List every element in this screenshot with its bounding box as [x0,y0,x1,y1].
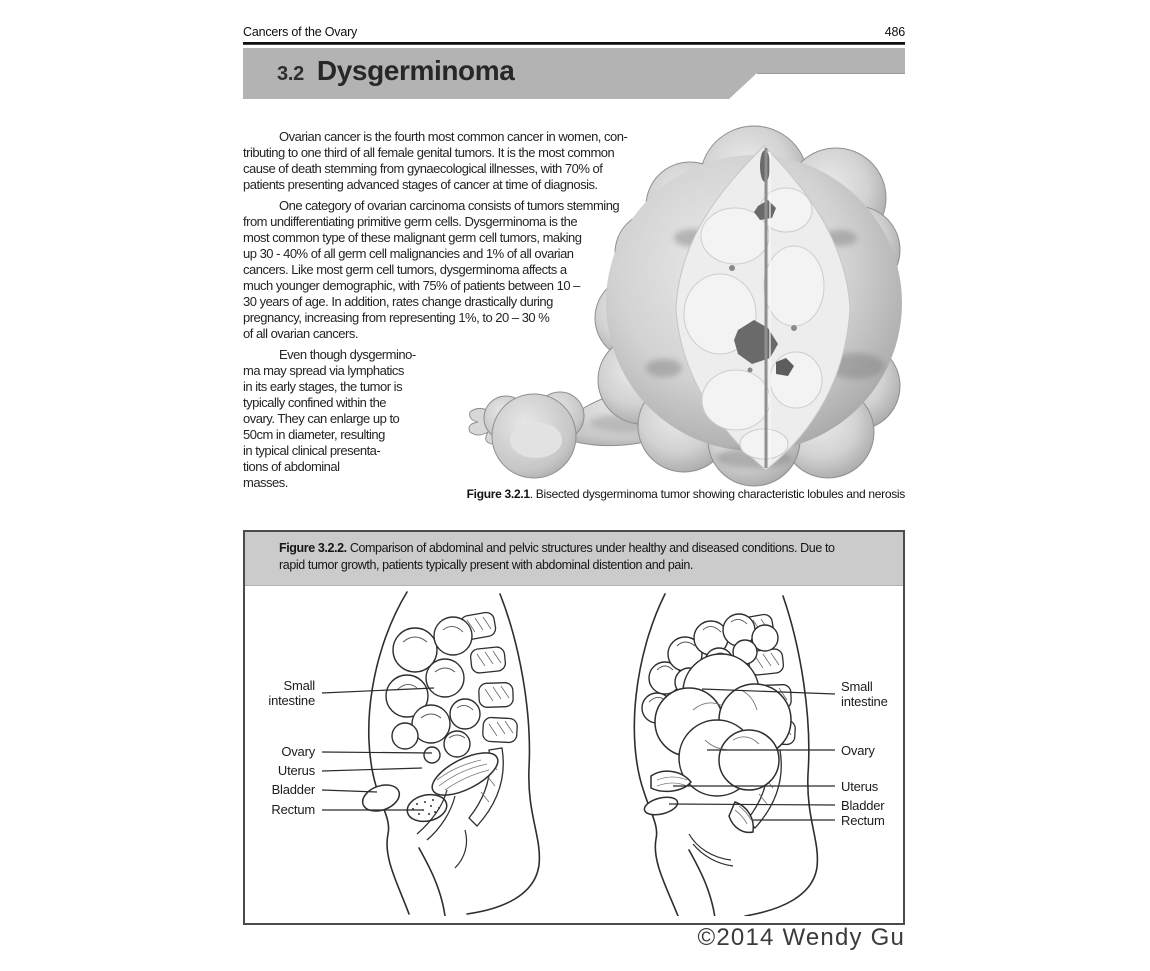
label-left-small-intestine: Small intestine [268,678,315,708]
page-number: 486 [884,25,905,39]
figure-2-label: Figure 3.2.2. [279,541,347,555]
text-line: from undifferentiating primitive germ cells. Dysgerminoma is the [243,214,578,229]
text-line: cause of death stemming from gynaecological illnesses, with 70% of [243,161,603,176]
section-title: Dysgerminoma [316,55,515,86]
rectum-shape [405,791,450,825]
text-line: of all ovarian cancers. [243,326,358,341]
paragraph-3 [243,347,627,491]
text-line: Ovarian cancer is the fourth most common cancer in women, con- [279,129,628,144]
figure-2-caption-line-1: Comparison of abdominal and pelvic structures under healthy and diseased conditions. Due to [346,541,835,555]
section-heading [277,55,514,87]
label-right-uterus: Uterus [841,779,879,794]
text-line: masses. [243,475,288,490]
body-text [243,129,627,496]
label-left-bladder: Bladder [271,782,315,797]
text-line: up 30 - 40% of all germ cell malignancies and 1% of all ovarian [243,246,574,261]
ovary-shape [424,747,440,763]
label-right-small-intestine: Small intestine [841,679,888,709]
label-right-rectum: Rectum [841,813,885,828]
label-right-bladder: Bladder [841,798,885,813]
section-number: 3.2 [277,63,304,85]
text-line: much younger demographic, with 75% of patients between 10 – [243,278,580,293]
text-line: tions of abdominal [243,459,340,474]
text-line: in typical clinical presenta- [243,443,381,458]
figure-2-caption-line-2: rapid tumor growth, patients typically present with abdominal distention and pain. [279,558,693,572]
header-rule [243,42,905,45]
paragraph-1 [243,129,627,193]
running-header [243,25,905,39]
label-left-uterus: Uterus [277,763,315,778]
label-left-ovary: Ovary [281,744,315,759]
text-line: 50cm in diameter, resulting [243,427,385,442]
paragraph-2 [243,198,627,342]
figure-1-caption-text: . Bisected dysgerminoma tumor showing characteristic lobules and nerosis [529,487,905,501]
copyright-text: ©2014 Wendy Gu [697,924,905,951]
text-line: One category of ovarian carcinoma consists of tumors stemming [279,198,620,213]
figure-1-caption [467,487,905,501]
figure-2-box [243,530,905,925]
figure-1-label: Figure 3.2.1 [466,487,530,501]
label-right-ovary: Ovary [841,743,875,758]
bladder-shape [643,794,680,818]
text-line: 30 years of age. In addition, rates change drastically during [243,294,553,309]
text-line: in its early stages, the tumor is [243,379,403,394]
pelvis-healthy-illustration [319,590,599,916]
text-line: most common type of these malignant germ cell tumors, making [243,230,582,245]
bladder-shape [359,780,403,816]
label-left-rectum: Rectum [271,802,315,817]
running-header-title: Cancers of the Ovary [243,25,358,39]
text-line: patients presenting advanced stages of cancer at time of diagnosis. [243,177,598,192]
figure-2-header [245,532,903,586]
text-line: tributing to one third of all female genital tumors. It is the most common [243,145,615,160]
text-line: ovary. They can enlarge up to [243,411,400,426]
text-line: cancers. Like most germ cell tumors, dysgerminoma affects a [243,262,567,277]
pelvis-diseased-illustration [593,590,873,916]
text-line: pregnancy, increasing from representing 1%, to 20 – 30 % [243,310,550,325]
text-line: Even though dysgermino- [279,347,416,362]
text-line: typically confined within the [243,395,387,410]
text-line: ma may spread via lymphatics [243,363,404,378]
